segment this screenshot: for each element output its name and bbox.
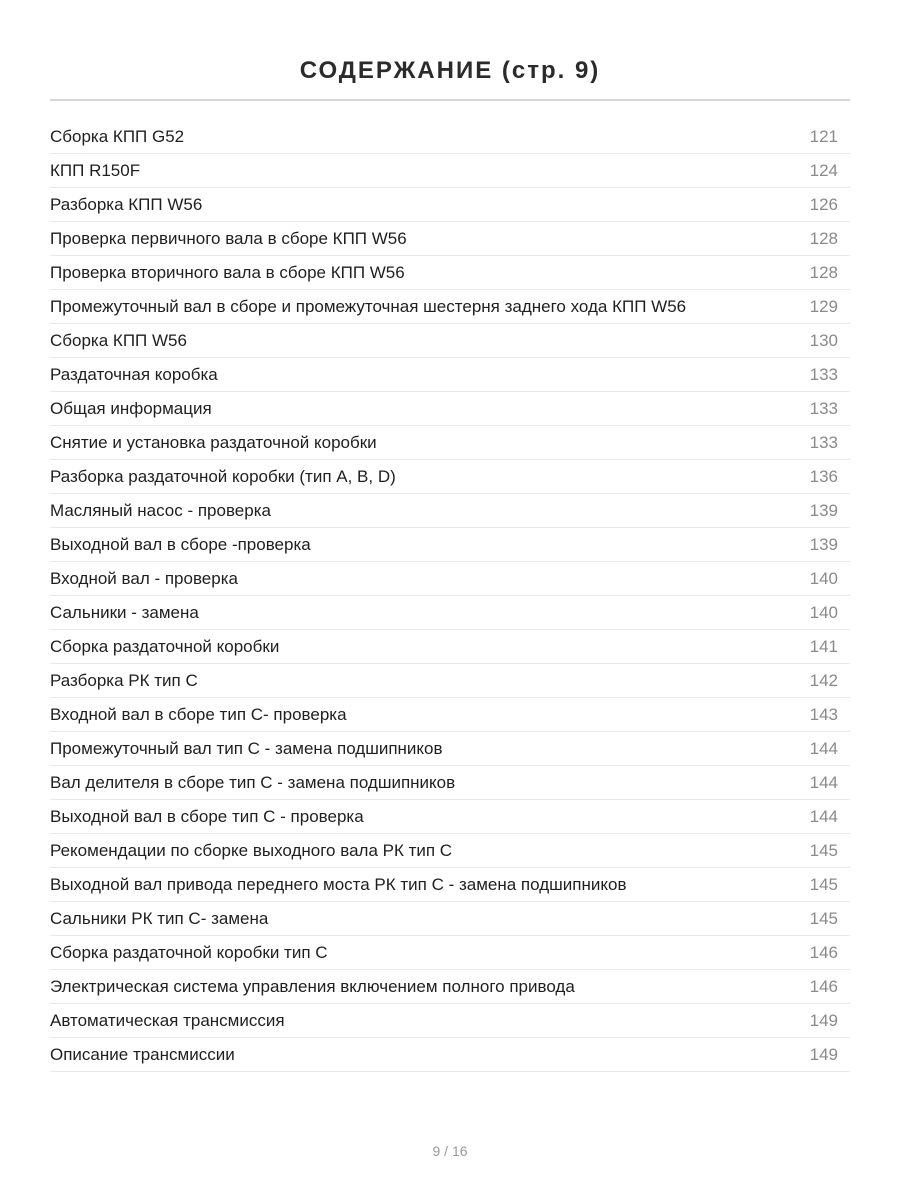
toc-entry-page-number: 143 <box>809 704 838 724</box>
toc-entry-page-number: 140 <box>809 568 838 588</box>
toc-page <box>50 0 850 1200</box>
toc-entry-title[interactable]: Сальники РК тип С- замена <box>50 908 269 928</box>
toc-entry-title[interactable]: Проверка вторичного вала в сборе КПП W56 <box>50 262 405 282</box>
toc-entry-page-number: 141 <box>809 636 838 656</box>
toc-entry[interactable] <box>50 426 850 460</box>
toc-entry-title[interactable]: Промежуточный вал тип С - замена подшипников <box>50 738 443 758</box>
toc-entry[interactable] <box>50 528 850 562</box>
toc-entry[interactable] <box>50 732 850 766</box>
toc-entry[interactable] <box>50 698 850 732</box>
toc-entry-page-number: 142 <box>809 670 838 690</box>
toc-entry-page-number: 149 <box>809 1044 838 1064</box>
toc-entry[interactable] <box>50 1004 850 1038</box>
toc-entry-page-number: 136 <box>809 466 838 486</box>
toc-entry[interactable] <box>50 392 850 426</box>
toc-entry-title[interactable]: КПП R150F <box>50 160 141 180</box>
toc-entry[interactable] <box>50 324 850 358</box>
toc-entry-title[interactable]: Вал делителя в сборе тип С - замена подшипников <box>50 772 456 792</box>
toc-entry-title[interactable]: Масляный насос - проверка <box>50 500 271 520</box>
toc-entry-title[interactable]: Раздаточная коробка <box>50 364 218 384</box>
toc-entry-title[interactable]: Сборка КПП G52 <box>50 126 185 146</box>
toc-entry-page-number: 139 <box>809 534 838 554</box>
toc-entry[interactable] <box>50 970 850 1004</box>
toc-entry-title[interactable]: Разборка раздаточной коробки (тип A, B, D) <box>50 466 396 486</box>
toc-entry-title[interactable]: Сборка раздаточной коробки тип С <box>50 942 328 962</box>
toc-entry-page-number: 145 <box>809 908 838 928</box>
toc-entry-page-number: 144 <box>809 772 838 792</box>
toc-entry-title[interactable]: Входной вал - проверка <box>50 568 238 588</box>
toc-entry[interactable] <box>50 188 850 222</box>
toc-entry-title[interactable]: Выходной вал привода переднего моста РК тип С - замена подшипников <box>50 874 627 894</box>
toc-entry-title[interactable]: Промежуточный вал в сборе и промежуточная шестерня заднего хода КПП W56 <box>50 296 687 316</box>
toc-entry-page-number: 128 <box>809 262 838 282</box>
toc-entry-page-number: 130 <box>809 330 838 350</box>
toc-entry-page-number: 121 <box>809 126 838 146</box>
toc-entry[interactable] <box>50 1038 850 1072</box>
toc-entry[interactable] <box>50 596 850 630</box>
toc-entry-page-number: 133 <box>809 398 838 418</box>
toc-entry-title[interactable]: Описание трансмиссии <box>50 1044 235 1064</box>
toc-entry[interactable] <box>50 834 850 868</box>
toc-entry-title[interactable]: Сборка раздаточной коробки <box>50 636 280 656</box>
toc-entry-title[interactable]: Электрическая система управления включением полного привода <box>50 976 575 996</box>
toc-entry-title[interactable]: Сальники - замена <box>50 602 199 622</box>
toc-entry[interactable] <box>50 460 850 494</box>
toc-entry-page-number: 145 <box>809 840 838 860</box>
toc-entry[interactable] <box>50 256 850 290</box>
toc-entry[interactable] <box>50 494 850 528</box>
toc-entry-page-number: 146 <box>809 976 838 996</box>
toc-entry-page-number: 133 <box>809 432 838 452</box>
toc-entry-title[interactable]: Сборка КПП W56 <box>50 330 187 350</box>
toc-entry[interactable] <box>50 902 850 936</box>
page-title: СОДЕРЖАНИЕ (стр. 9) <box>299 57 601 85</box>
toc-entry-page-number: 144 <box>809 738 838 758</box>
toc-entry[interactable] <box>50 154 850 188</box>
toc-entry-page-number: 145 <box>809 874 838 894</box>
toc-entry-title[interactable]: Выходной вал в сборе -проверка <box>50 534 311 554</box>
toc-entry-title[interactable]: Входной вал в сборе тип С- проверка <box>50 704 347 724</box>
toc-entry[interactable] <box>50 222 850 256</box>
toc-entry-page-number: 129 <box>809 296 838 316</box>
toc-entry-page-number: 128 <box>809 228 838 248</box>
toc-entry-page-number: 126 <box>809 194 838 214</box>
toc-entry[interactable] <box>50 290 850 324</box>
toc-entry-page-number: 144 <box>809 806 838 826</box>
toc-entry-page-number: 146 <box>809 942 838 962</box>
title-divider <box>50 99 850 101</box>
toc-entry-title[interactable]: Разборка РК тип С <box>50 670 198 690</box>
toc-entry[interactable] <box>50 120 850 154</box>
toc-entry-title[interactable]: Снятие и установка раздаточной коробки <box>50 432 377 452</box>
toc-entry[interactable] <box>50 868 850 902</box>
toc-entry[interactable] <box>50 562 850 596</box>
toc-entry-page-number: 133 <box>809 364 838 384</box>
toc-entry-title[interactable]: Проверка первичного вала в сборе КПП W56 <box>50 228 407 248</box>
toc-entry[interactable] <box>50 358 850 392</box>
toc-entry[interactable] <box>50 800 850 834</box>
toc-entry-title[interactable]: Выходной вал в сборе тип С - проверка <box>50 806 364 826</box>
toc-entry[interactable] <box>50 664 850 698</box>
page-indicator: 9 / 16 <box>432 1143 468 1159</box>
toc-entry-title[interactable]: Разборка КПП W56 <box>50 194 203 214</box>
toc-entry[interactable] <box>50 936 850 970</box>
toc-entry-title[interactable]: Общая информация <box>50 398 212 418</box>
toc-entry-page-number: 124 <box>809 160 838 180</box>
toc-entry-page-number: 149 <box>809 1010 838 1030</box>
toc-entry-title[interactable]: Рекомендации по сборке выходного вала РК тип С <box>50 840 453 860</box>
toc-entry-page-number: 140 <box>809 602 838 622</box>
toc-entry-title[interactable]: Автоматическая трансмиссия <box>50 1010 285 1030</box>
toc-list <box>50 120 850 1072</box>
toc-entry-page-number: 139 <box>809 500 838 520</box>
toc-entry[interactable] <box>50 766 850 800</box>
toc-entry[interactable] <box>50 630 850 664</box>
